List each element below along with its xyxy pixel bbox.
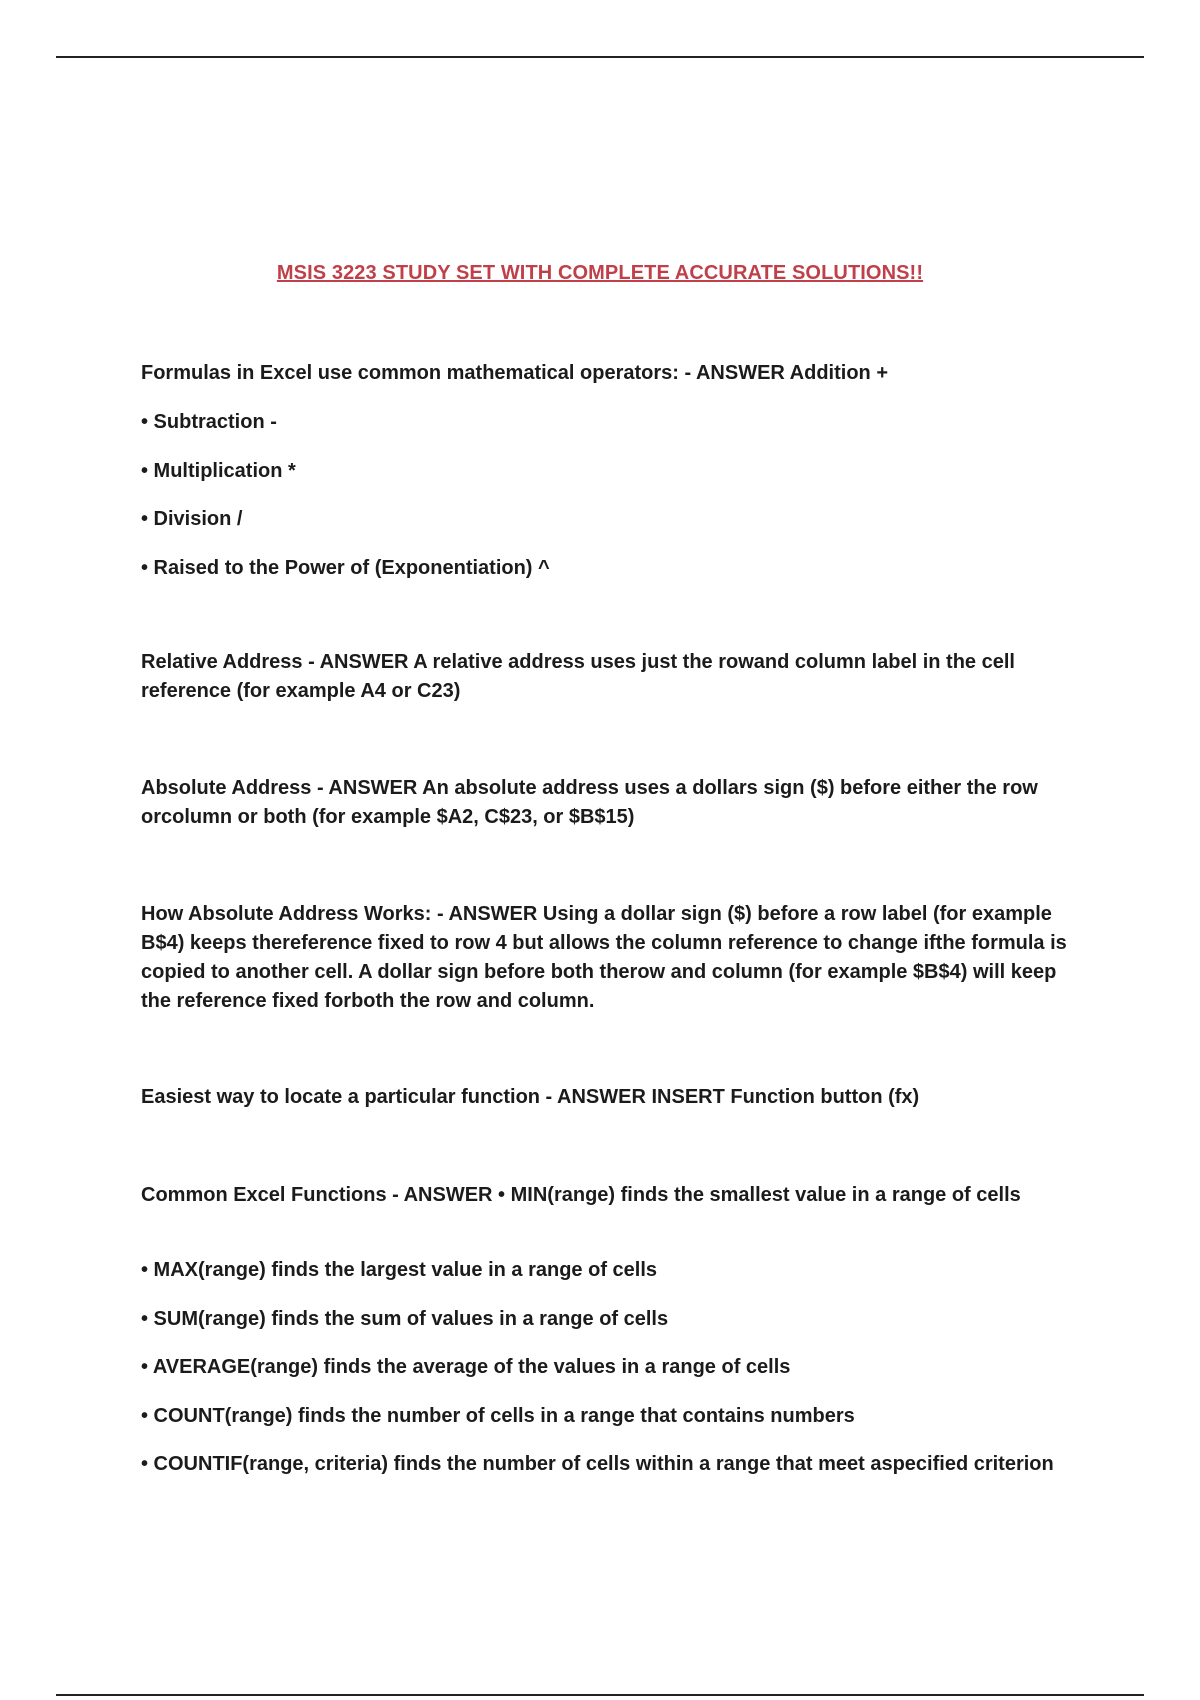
bullet-text: • Subtraction - xyxy=(141,411,277,433)
section-text: Absolute Address - ANSWER An absolute address uses a dollars sign ($) before either the row orcolumn or both (for example $A2, C$23, or $B$15) xyxy=(141,777,1038,828)
section-common-functions xyxy=(141,1181,1081,1210)
bullet-text: • SUM(range) finds the sum of values in a range of cells xyxy=(141,1308,669,1330)
list-item xyxy=(141,1450,1081,1479)
list-item xyxy=(141,1402,1081,1431)
section-text: How Absolute Address Works: - ANSWER Using a dollar sign ($) before a row label (for example B$4) keeps thereference fixed to row 4 but allows the column reference to change ifthe formula is copied to another cell. A dollar sign before both therow and column (for example $B$4) will keep the reference fixed forboth the row and column. xyxy=(141,903,1067,1012)
bullet-text: • Multiplication * xyxy=(141,460,296,482)
bullet-text: • COUNT(range) finds the number of cells in a range that contains numbers xyxy=(141,1405,855,1427)
list-item xyxy=(141,505,1081,534)
section-text: Common Excel Functions - ANSWER • MIN(range) finds the smallest value in a range of cells xyxy=(141,1184,1021,1206)
list-item xyxy=(141,1353,1081,1382)
section-text: Easiest way to locate a particular function - ANSWER INSERT Function button (fx) xyxy=(141,1086,920,1108)
section-relative-address xyxy=(141,648,1081,706)
list-item xyxy=(141,457,1081,486)
section-operators xyxy=(141,359,1081,388)
list-item xyxy=(141,1305,1081,1334)
bullet-text: • Raised to the Power of (Exponentiation) ^ xyxy=(141,557,550,579)
bullet-text: • MAX(range) finds the largest value in a range of cells xyxy=(141,1259,658,1281)
bullet-text: • Division / xyxy=(141,508,243,530)
list-item xyxy=(141,554,1081,583)
bullet-text: • COUNTIF(range, criteria) finds the number of cells within a range that meet aspecified criterion xyxy=(141,1453,1054,1475)
list-item xyxy=(141,408,1081,437)
section-text: Relative Address - ANSWER A relative address uses just the rowand column label in the cell reference (for example A4 or C23) xyxy=(141,651,1015,702)
bullet-text: • AVERAGE(range) finds the average of the values in a range of cells xyxy=(141,1356,791,1378)
section-how-absolute-works xyxy=(141,900,1081,1016)
list-item xyxy=(141,1256,1081,1285)
section-text: Formulas in Excel use common mathematical operators: - ANSWER Addition + xyxy=(141,362,888,384)
section-locate-function xyxy=(141,1083,1081,1112)
bottom-rule xyxy=(56,1694,1144,1696)
document-title: MSIS 3223 STUDY SET WITH COMPLETE ACCURATE SOLUTIONS!! xyxy=(276,262,924,284)
top-rule xyxy=(56,56,1144,58)
section-absolute-address xyxy=(141,774,1081,832)
